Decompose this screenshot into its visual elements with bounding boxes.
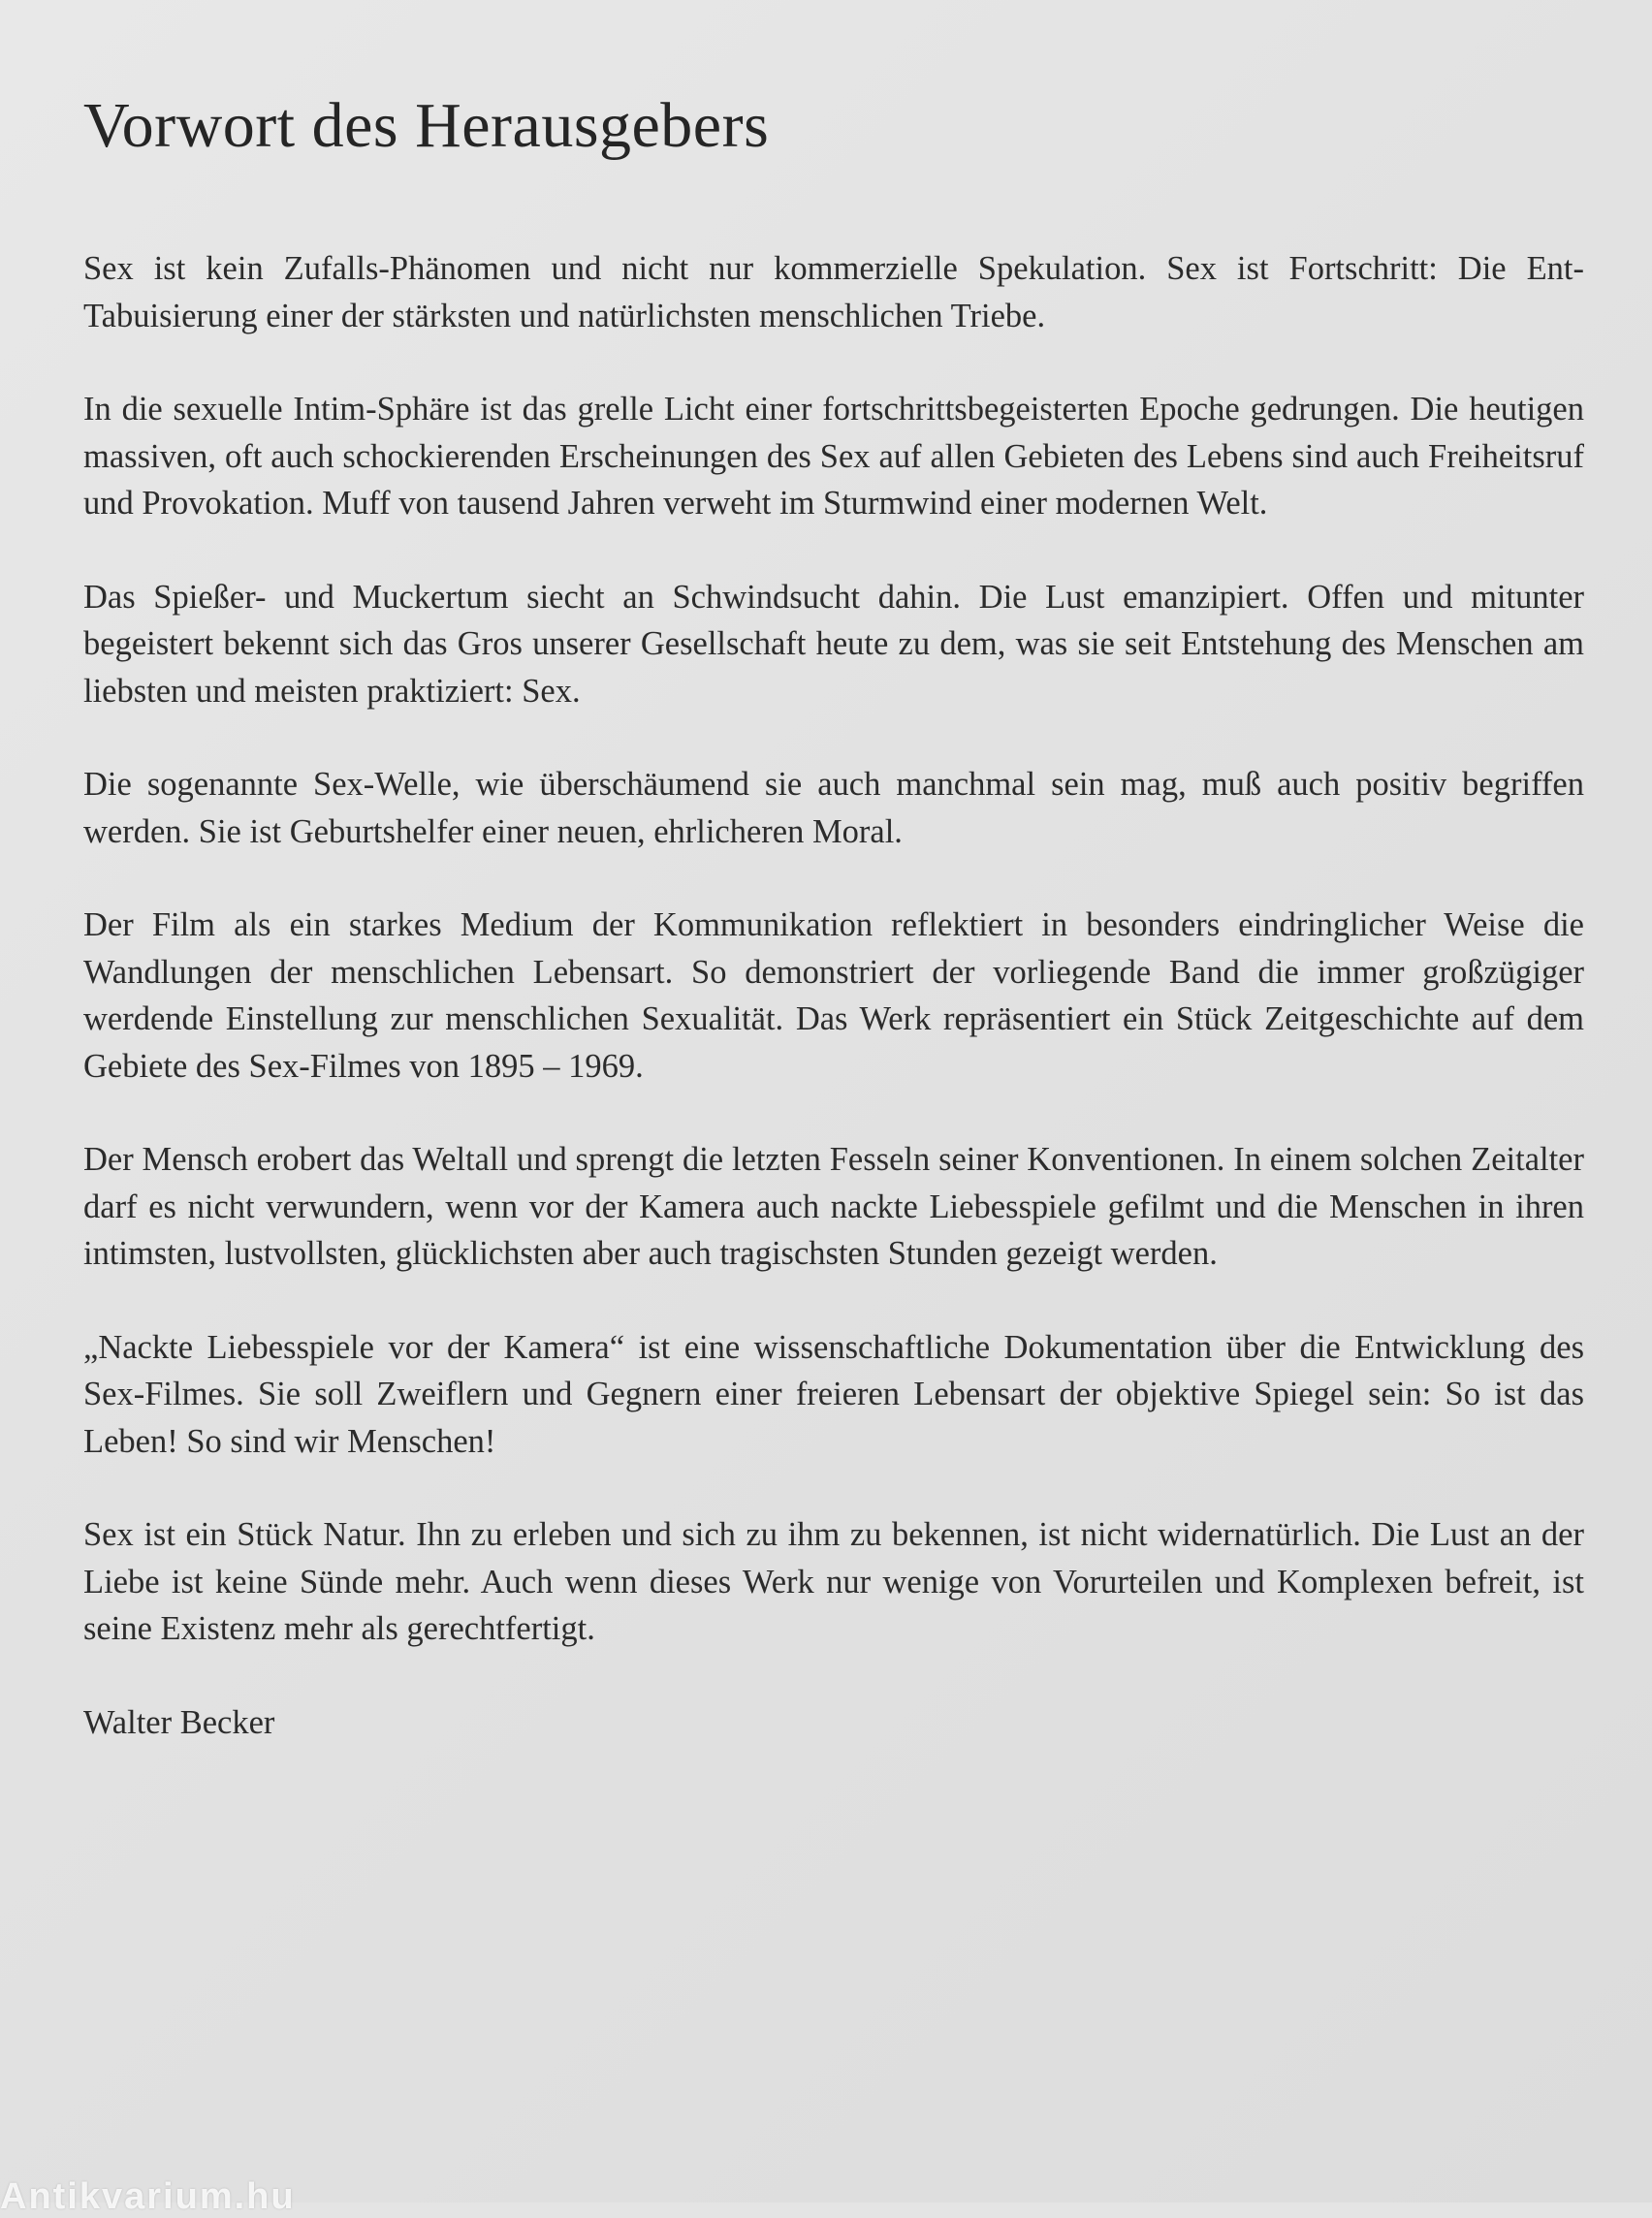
paragraph-5: Der Film als ein starkes Medium der Kommunikation reflektiert in besonders eindringlicher Weise die Wandlungen der menschlichen Lebensart. So demonstriert der vorliegende Band die immer großzügiger werdende Einstellung zur menschlichen Sexualität. Das Werk repräsentiert ein Stück Zeitgeschichte auf dem Gebiete des Sex-Filmes von 1895 – 1969.: [83, 906, 1584, 1085]
paragraph-6: Der Mensch erobert das Weltall und sprengt die letzten Fesseln seiner Konventionen. In einem solchen Zeitalter darf es nicht verwundern, wenn vor der Kamera auch nackte Liebesspiele gefilmt und die Menschen in ihren intimsten, lustvollsten, glücklichsten aber auch tragischsten Stunden gezeigt werden.: [83, 1141, 1584, 1272]
paragraph-7: „Nackte Liebesspiele vor der Kamera“ ist eine wissenschaftliche Dokumentation über die Entwicklung des Sex-Filmes. Sie soll Zweiflern und Gegnern einer freieren Lebensart der objektive Spiegel sein: So ist das Leben! So sind wir Menschen!: [83, 1328, 1584, 1460]
foreword-body: [83, 245, 1584, 1746]
author-signature: Walter Becker: [83, 1703, 275, 1741]
watermark: Antikvarium.hu: [0, 2176, 296, 2217]
page-title: Vorwort des Herausgebers: [83, 90, 770, 161]
paragraph-1: Sex ist kein Zufalls-Phänomen und nicht nur kommerzielle Spekulation. Sex ist Fortschritt: Die Ent-Tabuisierung einer der stärksten und natürlichsten menschlichen Triebe.: [83, 250, 1584, 334]
paragraph-3: Das Spießer- und Muckertum siecht an Schwindsucht dahin. Die Lust emanzipiert. Offen und mitunter begeistert bekennt sich das Gros unserer Gesellschaft heute zu dem, was sie seit Entstehung des Menschen am liebsten und meisten praktiziert: Sex.: [83, 578, 1584, 710]
paragraph-2: In die sexuelle Intim-Sphäre ist das grelle Licht einer fortschrittsbegeisterten Epoche gedrungen. Die heutigen massiven, oft auch schockierenden Erscheinungen des Sex auf allen Gebieten des Lebens sind auch Freiheitsruf und Provokation. Muff von tausend Jahren verweht im Sturmwind einer modernen Welt.: [83, 391, 1584, 522]
paragraph-4: Die sogenannte Sex-Welle, wie überschäumend sie auch manchmal sein mag, muß auch positiv begriffen werden. Sie ist Geburtshelfer einer neuen, ehrlicheren Moral.: [83, 766, 1584, 850]
paragraph-8: Sex ist ein Stück Natur. Ihn zu erleben und sich zu ihm zu bekennen, ist nicht widernatürlich. Die Lust an der Liebe ist keine Sünde mehr. Auch wenn dieses Werk nur wenige von Vorurteilen und Komplexen befreit, ist seine Existenz mehr als gerechtfertigt.: [83, 1516, 1584, 1647]
